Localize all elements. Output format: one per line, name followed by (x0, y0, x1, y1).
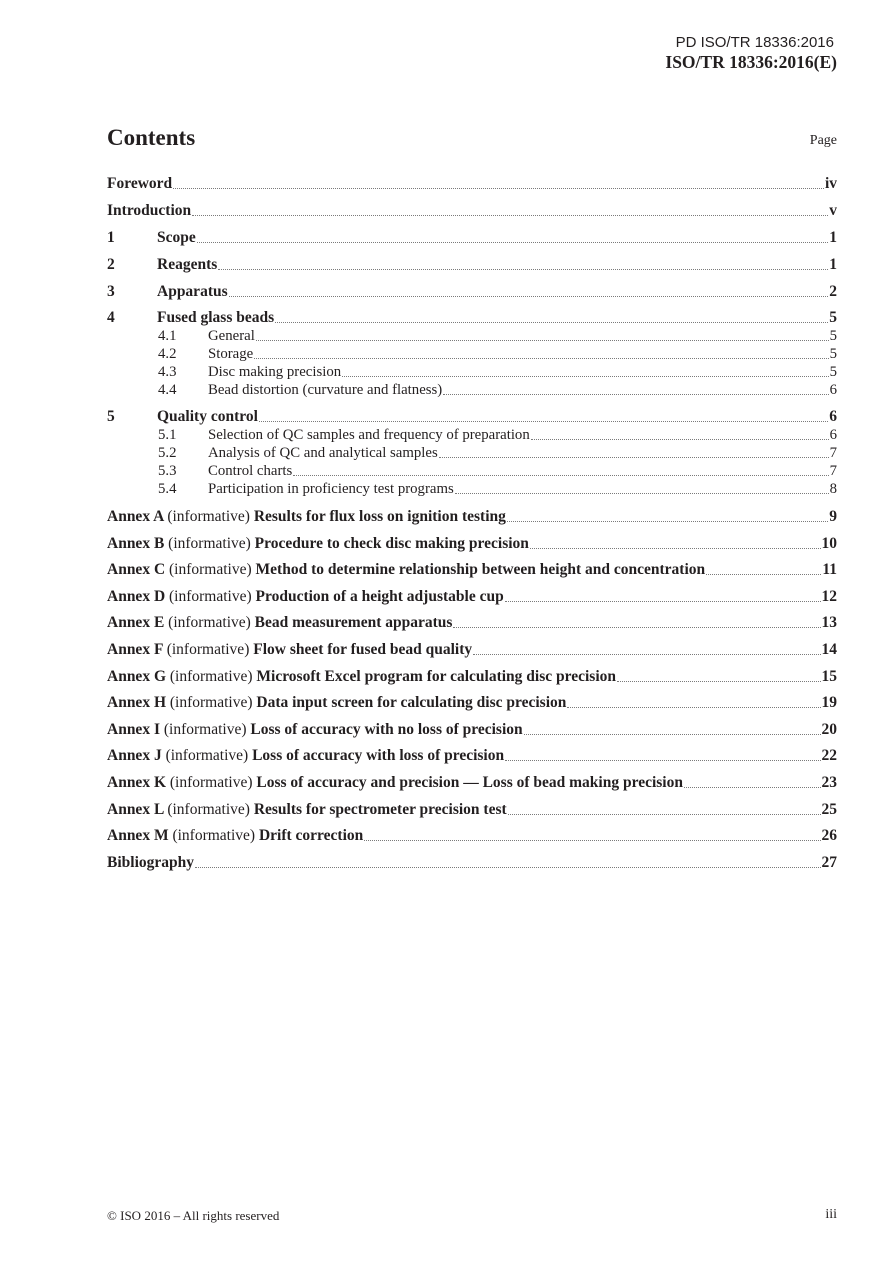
toc-entry-page: 6 (829, 427, 837, 443)
toc-entry[interactable] (107, 745, 837, 765)
annex-type: (informative) (163, 721, 247, 738)
annex-type: (informative) (167, 508, 250, 525)
toc-entry[interactable] (107, 254, 837, 274)
toc-entry-number: 4 (107, 309, 115, 326)
toc-entry-number: 5 (107, 408, 115, 425)
toc-entry-title (107, 827, 363, 845)
toc-entry-number: 5.4 (158, 481, 177, 497)
dot-leader (505, 759, 820, 761)
toc-entry[interactable] (107, 533, 837, 553)
dot-leader (173, 187, 824, 189)
annex-type: (informative) (168, 614, 251, 631)
toc-entry[interactable] (107, 307, 837, 327)
annex-title: Loss of accuracy with loss of precision (252, 747, 505, 764)
toc-entry[interactable] (107, 612, 837, 632)
annex-title: Microsoft Excel program for calculating disc precision (256, 668, 617, 685)
toc-entry-title (107, 801, 507, 819)
toc-entry-page: 7 (829, 463, 837, 479)
toc-entry-title: Bibliography (107, 854, 194, 871)
toc-entry-number: 1 (107, 229, 115, 246)
toc-entry[interactable] (107, 506, 837, 526)
toc-entry-title: General (208, 328, 255, 344)
dot-leader (505, 600, 821, 602)
toc-entry[interactable] (107, 361, 837, 381)
toc-entry[interactable] (107, 852, 837, 872)
dot-leader (684, 786, 821, 788)
toc-entry-page: 7 (829, 445, 837, 461)
toc-entry-title: Apparatus (157, 283, 228, 300)
toc-entry-title: Introduction (107, 202, 192, 219)
toc-entry-title: Quality control (157, 408, 258, 425)
annex-title: Procedure to check disc making precision (254, 535, 529, 552)
annex-type: (informative) (169, 774, 253, 791)
annex-type: (informative) (166, 641, 250, 658)
toc-entry-title: Fused glass beads (157, 309, 275, 326)
toc-entry-page: iv (824, 175, 837, 192)
dot-leader (508, 813, 821, 815)
toc-entry[interactable] (107, 460, 837, 480)
toc-entry-page: 5 (829, 346, 837, 362)
toc-entry-title (107, 721, 523, 739)
annex-type: (informative) (165, 747, 249, 764)
toc-entry[interactable] (107, 406, 837, 426)
toc-entry-title: Selection of QC samples and frequency of preparation (208, 427, 530, 443)
toc-entry[interactable] (107, 379, 837, 399)
toc-entry-title: Scope (157, 229, 196, 246)
dot-leader (342, 375, 828, 377)
annex-type: (informative) (169, 668, 253, 685)
toc-entry[interactable] (107, 772, 837, 792)
toc-entry-page: 22 (821, 747, 837, 764)
toc-entry-title: Storage (208, 346, 254, 362)
toc-entry-page: 13 (821, 614, 837, 631)
toc-entry-page: 11 (822, 561, 837, 578)
dot-leader (197, 241, 829, 243)
annex-label: Annex K (107, 774, 166, 791)
dot-leader (531, 438, 829, 440)
annex-label: Annex M (107, 827, 169, 844)
toc-entry-title (107, 588, 504, 606)
toc-entry-page: 26 (821, 827, 837, 844)
page-column-label: Page (809, 133, 837, 148)
toc-entry-page: 25 (821, 801, 837, 818)
toc-entry-page: 14 (821, 641, 837, 658)
toc-entry[interactable] (107, 343, 837, 363)
toc-entry-title: Analysis of QC and analytical samples (208, 445, 438, 461)
dot-leader (192, 214, 828, 216)
annex-label: Annex H (107, 694, 166, 711)
dot-leader (530, 547, 821, 549)
toc-entry-title: Reagents (157, 256, 218, 273)
toc-entry-page: 9 (829, 508, 837, 525)
annex-type: (informative) (168, 535, 251, 552)
toc-entry[interactable] (107, 719, 837, 739)
toc-entry[interactable] (107, 639, 837, 659)
dot-leader (524, 733, 821, 735)
toc-entry[interactable] (107, 200, 837, 220)
annex-label: Annex I (107, 721, 160, 738)
toc-entry-title (107, 747, 504, 765)
toc-entry-number: 5.2 (158, 445, 177, 461)
toc-entry[interactable] (107, 799, 837, 819)
toc-entry-page: 27 (821, 854, 837, 871)
annex-type: (informative) (172, 827, 256, 844)
dot-leader (453, 626, 820, 628)
dot-leader (473, 653, 820, 655)
dot-leader (439, 456, 829, 458)
toc-entry-page: 5 (829, 309, 837, 326)
dot-leader (617, 680, 820, 682)
annex-type: (informative) (169, 561, 252, 578)
toc-entry-page: 19 (821, 694, 837, 711)
toc-entry-title: Disc making precision (208, 364, 342, 380)
toc-entry-title: Control charts (208, 463, 293, 479)
dot-leader (218, 268, 828, 270)
toc-entry-title (107, 668, 616, 686)
dot-leader (259, 420, 828, 422)
toc-entry[interactable] (107, 227, 837, 247)
toc-entry-title: Bead distortion (curvature and flatness) (208, 382, 443, 398)
toc-entry-number: 2 (107, 256, 115, 273)
toc-entry[interactable] (107, 442, 837, 462)
dot-leader (195, 866, 821, 868)
toc-entry[interactable] (107, 559, 837, 579)
toc-entry[interactable] (107, 586, 837, 606)
dot-leader (293, 474, 828, 476)
toc-entry-number: 5.3 (158, 463, 177, 479)
annex-label: Annex L (107, 801, 164, 818)
toc-entry-page: 8 (829, 481, 837, 497)
toc-entry-number: 3 (107, 283, 115, 300)
annex-title: Method to determine relationship between height and concentration (255, 561, 706, 578)
annex-title: Loss of accuracy and precision — Loss of bead making precision (256, 774, 683, 791)
annex-label: Annex D (107, 588, 166, 605)
annex-type: (informative) (167, 801, 250, 818)
footer-page-number: iii (825, 1207, 837, 1222)
toc-entry-number: 4.1 (158, 328, 177, 344)
toc-entry-page: 5 (829, 364, 837, 380)
annex-title: Production of a height adjustable cup (255, 588, 504, 605)
toc-entry[interactable] (107, 825, 837, 845)
annex-label: Annex A (107, 508, 164, 525)
dot-leader (256, 339, 829, 341)
annex-title: Bead measurement apparatus (254, 614, 453, 631)
toc-entry-page: v (829, 202, 837, 219)
toc-entry-page: 20 (821, 721, 837, 738)
toc-entry[interactable] (107, 424, 837, 444)
toc-entry-page: 12 (821, 588, 837, 605)
annex-title: Data input screen for calculating disc precision (256, 694, 567, 711)
toc-entry-title: Foreword (107, 175, 173, 192)
toc-entry[interactable] (107, 478, 837, 498)
toc-entry-title (107, 641, 472, 659)
toc-entry-page: 10 (821, 535, 837, 552)
footer-copyright: © ISO 2016 – All rights reserved (107, 1208, 280, 1223)
toc-entry-title: Participation in proficiency test programs (208, 481, 454, 497)
annex-label: Annex C (107, 561, 166, 578)
dot-leader (275, 321, 828, 323)
page-title: Contents (107, 125, 196, 150)
dot-leader (364, 839, 820, 841)
toc-entry-title (107, 508, 506, 526)
toc-entry-page: 1 (829, 229, 837, 246)
toc-entry-page: 2 (829, 283, 837, 300)
toc-entry[interactable] (107, 281, 837, 301)
toc-entry-title (107, 694, 566, 712)
dot-leader (254, 357, 828, 359)
toc-entry-page: 23 (821, 774, 837, 791)
dot-leader (443, 393, 828, 395)
annex-type: (informative) (169, 588, 252, 605)
toc-entry-title (107, 561, 705, 579)
annex-label: Annex B (107, 535, 165, 552)
toc-entry[interactable] (107, 173, 837, 193)
dot-leader (706, 573, 821, 575)
toc-entry-number: 4.4 (158, 382, 177, 398)
annex-label: Annex G (107, 668, 166, 685)
annex-label: Annex F (107, 641, 163, 658)
annex-title: Flow sheet for fused bead quality (253, 641, 473, 658)
toc-entry-number: 4.2 (158, 346, 177, 362)
toc-entry-title (107, 774, 683, 792)
dot-leader (229, 295, 829, 297)
header-document-id: PD ISO/TR 18336:2016 (675, 34, 834, 51)
toc-entry-number: 5.1 (158, 427, 177, 443)
toc-entry-number: 4.3 (158, 364, 177, 380)
toc-entry-title (107, 535, 529, 553)
toc-entry[interactable] (107, 325, 837, 345)
annex-title: Drift correction (258, 827, 364, 844)
toc-entry-title (107, 614, 452, 632)
toc-entry[interactable] (107, 666, 837, 686)
annex-type: (informative) (169, 694, 253, 711)
dot-leader (507, 520, 828, 522)
toc-entry[interactable] (107, 692, 837, 712)
annex-title: Results for flux loss on ignition testing (253, 508, 506, 525)
toc-entry-page: 5 (829, 328, 837, 344)
toc-entry-page: 6 (829, 408, 837, 425)
header-standard-id: ISO/TR 18336:2016(E) (665, 52, 837, 72)
toc-entry-page: 6 (829, 382, 837, 398)
dot-leader (567, 706, 820, 708)
annex-label: Annex E (107, 614, 165, 631)
toc-entry-page: 15 (821, 668, 837, 685)
annex-title: Results for spectrometer precision test (253, 801, 507, 818)
dot-leader (455, 492, 829, 494)
annex-label: Annex J (107, 747, 162, 764)
annex-title: Loss of accuracy with no loss of precision (250, 721, 523, 738)
toc-entry-page: 1 (829, 256, 837, 273)
